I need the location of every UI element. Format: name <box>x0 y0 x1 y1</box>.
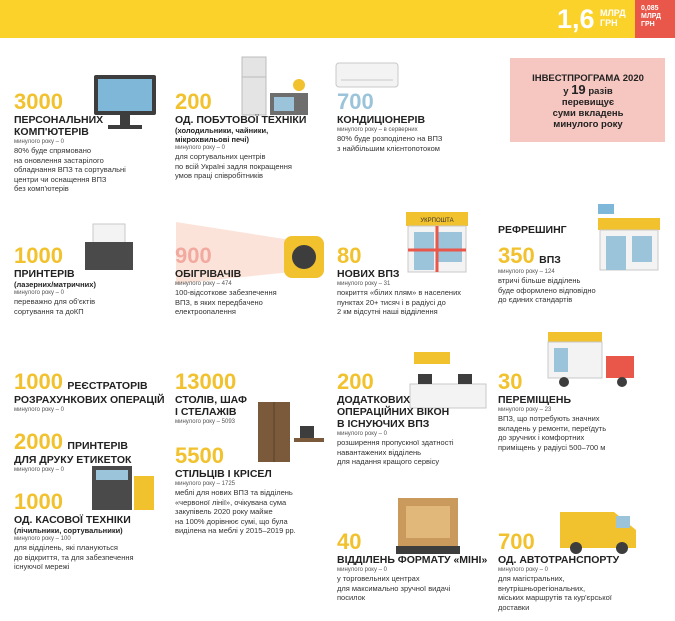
refresh-desc: втричі більше відділень буде оформлено відповідно до єдиних стандартів <box>498 276 596 304</box>
windows-card <box>337 370 492 467</box>
post-office-sign: УКРПОШТА <box>420 218 454 224</box>
cash-sub: (лічильники, сортувальники) <box>14 526 123 535</box>
printers-title: ПРИНТЕРІВ <box>14 268 75 280</box>
computers-desc: 80% буде спрямовано на оновлення застарілого обладнання ВПЗ та сортувальні центри чи оснащення ВПЗ без комп'ютерів <box>14 146 126 193</box>
computers-title: ПЕРСОНАЛЬНИХ <box>14 114 104 126</box>
ac-prev: минулого року – в серверних <box>337 127 418 133</box>
ac-title: КОНДИЦІОНЕРІВ <box>337 114 426 126</box>
chairs-card <box>175 444 335 536</box>
appliances-card <box>175 90 330 181</box>
tables-title-2: І СТЕЛАЖІВ <box>175 406 237 418</box>
vehicles-card <box>498 530 658 612</box>
windows-title: ДОДАТКОВИХ <box>337 394 411 406</box>
vehicles-title: ОД. АВТОТРАНСПОРТУ <box>498 554 620 566</box>
total-amount: 1,6 <box>557 4 595 34</box>
mini-number: 40 <box>337 529 362 554</box>
cash-card <box>14 490 174 572</box>
label-printers-title-2: ДЛЯ ДРУКУ ЕТИКЕТОК <box>14 454 132 466</box>
printers-desc: переважно для об'єктів сортування та доКП <box>14 297 96 316</box>
refresh-number: 350 <box>498 243 535 268</box>
printers-number: 1000 <box>14 243 63 268</box>
new-offices-desc: покриття «білих плям» в населених пунктах 20+ тисяч і в радіусі до 2 км відсутні наші відділення <box>337 288 462 316</box>
moves-title: ПЕРЕМІЩЕНЬ <box>498 394 572 406</box>
computers-number: 3000 <box>14 89 63 114</box>
label-printers-title: ПРИНТЕРІВ <box>67 440 129 452</box>
printers-sub: (лазерних/матричних) <box>14 280 96 289</box>
ac-card <box>337 90 497 153</box>
cash-prev: минулого року – 100 <box>14 536 71 542</box>
refresh-label: РЕФРЕШИНГ <box>498 224 567 236</box>
vehicles-desc: для магістральних, внутрішньорегіональних, міських маршрутів та кур'єрської доставки <box>498 574 612 612</box>
vehicles-prev: минулого року – 0 <box>498 567 548 573</box>
new-offices-card <box>337 244 487 317</box>
ac-number: 700 <box>337 89 374 114</box>
heaters-card <box>175 244 335 317</box>
mini-title: ВІДДІЛЕНЬ ФОРМАТУ «МІНІ» <box>337 554 488 566</box>
cash-title: ОД. КАСОВОЇ ТЕХНІКИ <box>14 514 131 526</box>
vehicles-number: 700 <box>498 529 535 554</box>
previous-amount-badge: 0,085 МЛРД ГРН <box>635 0 675 38</box>
registrars-prev: минулого року – 0 <box>14 407 64 413</box>
new-offices-number: 80 <box>337 243 362 268</box>
appliances-prev: минулого року – 0 <box>175 145 225 151</box>
new-offices-prev: минулого року – 31 <box>337 281 391 287</box>
chairs-title: СТІЛЬЦІВ І КРІСЕЛ <box>175 468 272 480</box>
label-printers-number: 2000 <box>14 429 63 454</box>
chairs-prev: минулого року – 1725 <box>175 481 236 487</box>
appliances-title: ОД. ПОБУТОВОЇ ТЕХНІКИ <box>175 114 307 126</box>
cash-number: 1000 <box>14 489 63 514</box>
refresh-prev: минулого року – 124 <box>498 269 555 275</box>
tables-card <box>175 370 325 426</box>
mini-card <box>337 530 497 603</box>
total-unit: МЛРД ГРН <box>600 8 626 28</box>
appliances-desc: для сортувальних центрів по всій Україні задля покращення умов праці співробітників <box>175 152 292 180</box>
computers-prev: минулого року – 0 <box>14 139 64 145</box>
computers-card <box>14 90 174 194</box>
windows-title-2: ОПЕРАЦІЙНИХ ВІКОН <box>337 406 450 418</box>
computers-title-2: КОМП'ЮТЕРІВ <box>14 126 89 138</box>
heaters-title: ОБІГРІВАЧІВ <box>175 268 242 280</box>
heaters-prev: минулого року – 474 <box>175 281 232 287</box>
heaters-number: 900 <box>175 243 212 268</box>
refresh-unit: ВПЗ <box>539 254 561 266</box>
air-conditioner-icon <box>335 62 399 92</box>
label-printers-prev: минулого року – 0 <box>14 467 64 473</box>
appliances-sub: (холодильники, чайники, мікрохвильові печі) <box>175 126 269 144</box>
tables-title: СТОЛІВ, ШАФ <box>175 394 247 406</box>
registrars-title: РЕЄСТРАТОРІВ <box>67 380 148 392</box>
tables-number: 13000 <box>175 369 237 394</box>
windows-desc: розширення пропускної здатності навантажених відділень для надання кращого сервісу <box>337 438 454 466</box>
mini-prev: минулого року – 0 <box>337 567 387 573</box>
chairs-number: 5500 <box>175 443 224 468</box>
registrars-number: 1000 <box>14 369 63 394</box>
refresh-card <box>498 244 648 305</box>
mini-desc: у торговельних центрах для максимально зручної видачі посилок <box>337 574 451 602</box>
windows-title-3: В ІСНУЮЧИХ ВПЗ <box>337 418 430 430</box>
ac-desc: 80% буде розподілено на ВПЗ з найбільшим клієнтопотоком <box>337 134 443 153</box>
cash-desc: для відділень, які плануються до відкриття, та для забезпечення існуючої мережі <box>14 543 134 571</box>
moves-desc: ВПЗ, що потребують значних вкладень у ремонти, переїдуть до зручних і комфортних приміщень у радіусі 500–700 м <box>498 414 607 452</box>
moves-card <box>498 370 648 452</box>
highlight-text: ІНВЕСТПРОГРАМА 2020 у 19 разів перевищує суми вкладень минулого року <box>532 73 644 130</box>
new-offices-title: НОВИХ ВПЗ <box>337 268 400 280</box>
heaters-desc: 100-відсоткове забезпечення ВПЗ, в яких передбачено електроопалення <box>175 288 277 316</box>
appliances-number: 200 <box>175 89 212 114</box>
windows-number: 200 <box>337 369 374 394</box>
moves-number: 30 <box>498 369 523 394</box>
tables-prev: минулого року – 5093 <box>175 419 236 425</box>
registrars-title-2: РОЗРАХУНКОВИХ ОПЕРАЦІЙ <box>14 394 165 406</box>
moves-prev: минулого року – 23 <box>498 407 552 413</box>
printers-prev: минулого року – 0 <box>14 290 64 296</box>
registrars-card <box>14 370 179 414</box>
printers-card <box>14 244 164 316</box>
windows-prev: минулого року – 0 <box>337 431 387 437</box>
chairs-desc: меблі для нових ВПЗ та відділень «червоної лінії», очікувана сума закупівель 2020 року майже на 100% дорівнює сумі, що була виділена на меблі у 2015–2019 рр. <box>175 488 296 535</box>
